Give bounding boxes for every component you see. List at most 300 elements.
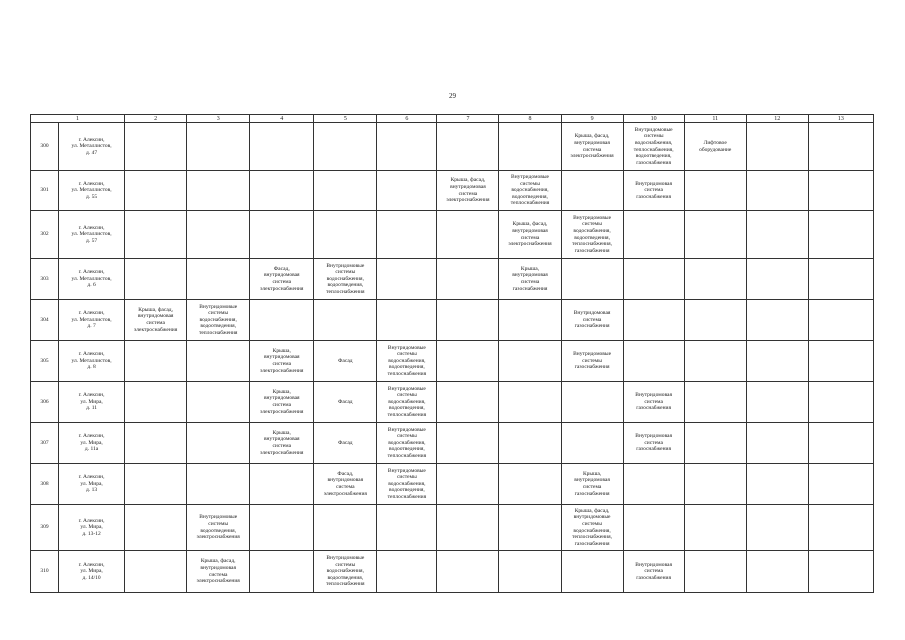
address-line: д. 11а [84, 446, 99, 453]
work-cell [746, 259, 808, 300]
work-cell [684, 341, 746, 382]
work-line: системы [396, 351, 417, 358]
work-cell [623, 382, 684, 423]
work-line: оборудование [699, 146, 732, 153]
work-cell [623, 171, 684, 211]
work-line: теплоснабжения [387, 493, 427, 500]
work-cell [561, 171, 623, 211]
work-cell [125, 259, 187, 300]
work-cell [437, 171, 499, 211]
work-cell [314, 171, 377, 211]
address-line: ул. Металлистов, [71, 316, 112, 323]
work-line: теплоснабжения [326, 288, 365, 295]
work-line: электроснабжения [260, 285, 304, 292]
work-line: водоснабжения, [199, 316, 237, 323]
table-row [31, 505, 874, 551]
work-cell [187, 259, 250, 300]
work-line: Крыша, фасад, [574, 507, 610, 514]
work-line: система [644, 439, 663, 446]
work-line: Крыша, [272, 388, 291, 395]
work-line: система [272, 443, 292, 449]
work-cell [499, 300, 561, 341]
work-line: система [272, 279, 292, 285]
work-line: водоснабжения, [326, 275, 364, 282]
row-number: 306 [31, 382, 59, 423]
work-line: электроснабжения [446, 197, 490, 204]
work-line: электроснабжения [570, 153, 614, 160]
work-cell [808, 505, 873, 551]
address-line: г. Алексин, [78, 351, 105, 358]
work-cell [746, 423, 808, 464]
row-number: 303 [31, 259, 59, 300]
column-header: 9 [561, 115, 623, 123]
work-cell [746, 123, 808, 171]
work-line: системы [582, 520, 602, 527]
work-line: водоотведения, [389, 487, 425, 494]
work-cell [808, 382, 873, 423]
work-cell [377, 123, 437, 171]
work-line: электроснабжения [196, 578, 240, 585]
work-cell [684, 211, 746, 259]
work-line: внутридомовая [263, 354, 300, 361]
work-line: Внутридомовые [387, 426, 426, 433]
address-cell [59, 551, 125, 593]
work-cell [437, 464, 499, 505]
table-row [31, 300, 874, 341]
work-cell [499, 464, 561, 505]
address-line: д. 57 [86, 237, 98, 244]
address-cell [59, 464, 125, 505]
address-cell [59, 300, 125, 341]
address-cell [59, 341, 125, 382]
work-cell [377, 505, 437, 551]
work-cell [499, 211, 561, 259]
work-cell [377, 551, 437, 593]
work-cell [125, 505, 187, 551]
work-line: электроснабжения [134, 326, 178, 333]
work-cell [125, 300, 187, 341]
work-line: Внутридомовые [387, 467, 426, 474]
work-cell [314, 423, 377, 464]
column-header: 3 [187, 115, 250, 123]
work-cell [623, 123, 684, 171]
work-cell [437, 211, 499, 259]
work-line: Фасад [338, 398, 353, 405]
work-line: Внутридомовые [387, 344, 426, 351]
work-line: внутридомовая [263, 436, 300, 443]
work-cell [623, 464, 684, 505]
work-cell [250, 171, 314, 211]
work-line: системы [643, 133, 664, 140]
table-row [31, 382, 874, 423]
work-line: Крыша, [272, 347, 291, 354]
address-line: г. Алексин, [78, 561, 105, 568]
work-cell [808, 300, 873, 341]
work-cell [808, 259, 873, 300]
work-line: системы [396, 392, 417, 399]
work-cell [746, 464, 808, 505]
address-line: д. 13-12 [82, 530, 101, 537]
work-cell [561, 382, 623, 423]
work-cell [250, 300, 314, 341]
work-line: теплоснабжения [387, 411, 427, 418]
work-cell [314, 123, 377, 171]
work-cell [437, 300, 499, 341]
work-cell [314, 259, 377, 300]
work-line: Внутридомовая [635, 180, 672, 187]
address-line: д. 47 [86, 149, 98, 156]
work-line: электроснабжения [196, 534, 240, 541]
work-cell [125, 423, 187, 464]
work-line: Внутридомовая [635, 392, 672, 399]
work-cell [377, 423, 437, 464]
work-line: системы [582, 357, 602, 364]
work-line: водоснабжения, [326, 568, 364, 575]
work-cell [746, 551, 808, 593]
work-cell [808, 123, 873, 171]
address-line: г. Алексин, [78, 180, 105, 187]
work-cell [808, 341, 873, 382]
work-cell [250, 259, 314, 300]
work-line: Внутридомовые [326, 555, 365, 562]
work-cell [684, 259, 746, 300]
column-header: 7 [437, 115, 499, 123]
work-cell [250, 505, 314, 551]
row-number: 309 [31, 505, 59, 551]
address-cell [59, 505, 125, 551]
work-cell [437, 423, 499, 464]
work-cell [746, 211, 808, 259]
work-line: водоотведения, [200, 323, 237, 330]
address-cell [59, 382, 125, 423]
row-number: 301 [31, 171, 59, 211]
work-cell [623, 259, 684, 300]
work-cell [561, 423, 623, 464]
work-cell [623, 300, 684, 341]
work-cell [499, 341, 561, 382]
work-cell [187, 423, 250, 464]
work-cell [684, 123, 746, 171]
work-line: внутридомовая [450, 183, 486, 190]
work-cell [808, 211, 873, 259]
column-header: 4 [250, 115, 314, 123]
address-cell [59, 211, 125, 259]
work-cell [561, 464, 623, 505]
work-cell [314, 505, 377, 551]
work-line: электроснабжения [260, 408, 304, 415]
work-cell [314, 300, 377, 341]
address-line: д. 55 [86, 193, 98, 200]
work-line: водоснабжения, [388, 357, 426, 364]
work-line: теплоснабжения [387, 370, 427, 377]
row-number: 304 [31, 300, 59, 341]
work-cell [314, 382, 377, 423]
work-cell [250, 211, 314, 259]
address-line: г. Алексин, [78, 474, 105, 481]
work-cell [746, 171, 808, 211]
work-line: электроснабжения [260, 449, 304, 456]
work-cell [623, 341, 684, 382]
work-line: система [582, 316, 602, 323]
table-row [31, 171, 874, 211]
work-cell [187, 382, 250, 423]
address-line: ул. Мира, [80, 439, 103, 446]
work-line: водоснабжения, [388, 480, 426, 487]
page-number: 29 [449, 92, 456, 100]
column-header: 11 [684, 115, 746, 123]
work-line: Внутридомовая [573, 310, 611, 317]
work-cell [377, 464, 437, 505]
work-cell [250, 123, 314, 171]
address-cell [59, 123, 125, 171]
work-line: система [208, 571, 228, 578]
work-line: теплоснабжения, [633, 146, 674, 153]
work-cell [499, 505, 561, 551]
work-line: Внутридомовые [199, 514, 238, 521]
address-cell [59, 171, 125, 211]
work-line: Внутридомовая [635, 433, 672, 440]
work-cell [314, 211, 377, 259]
work-cell [808, 551, 873, 593]
work-cell [377, 171, 437, 211]
work-cell [250, 551, 314, 593]
address-line: ул. Металлистов, [71, 357, 112, 364]
work-cell [250, 423, 314, 464]
work-line: внутридомовая [574, 477, 610, 484]
work-cell [125, 464, 187, 505]
work-cell [561, 259, 623, 300]
column-header: 5 [314, 115, 377, 123]
work-cell [561, 211, 623, 259]
work-line: системы [208, 520, 229, 527]
column-header: 13 [808, 115, 873, 123]
address-line: ул. Мира, [80, 398, 103, 405]
column-header: 12 [746, 115, 808, 123]
work-line: Внутридомовые [387, 385, 426, 392]
address-line: д. 14/10 [82, 574, 101, 581]
table-row [31, 123, 874, 171]
work-line: системы [335, 561, 356, 568]
work-cell [623, 505, 684, 551]
work-line: водоотведения, [389, 446, 425, 453]
work-line: электроснабжения [323, 490, 367, 497]
table-row [31, 551, 874, 593]
work-cell [377, 300, 437, 341]
work-line: внутридомовые [573, 514, 611, 521]
work-line: газоснабжения [574, 540, 610, 547]
row-number: 310 [31, 551, 59, 593]
work-line: система [520, 234, 540, 241]
work-line: Крыша, [520, 265, 540, 272]
work-cell [499, 171, 561, 211]
work-cell [561, 341, 623, 382]
address-line: д. 8 [87, 364, 96, 371]
work-line: Внутридомовые [573, 351, 612, 358]
work-line: теплоснабжения [510, 200, 550, 207]
address-cell [59, 423, 125, 464]
work-line: электроснабжения [508, 241, 552, 248]
address-line: г. Алексин, [78, 433, 105, 440]
work-line: газоснабжения [512, 285, 548, 292]
work-cell [250, 464, 314, 505]
column-header: 2 [125, 115, 187, 123]
work-line: система [520, 279, 540, 285]
work-line: Внутридомовые [326, 262, 365, 269]
work-line: водоснабжения, [511, 187, 549, 194]
work-cell [684, 505, 746, 551]
work-line: газоснабжения [636, 193, 672, 200]
work-cell [561, 300, 623, 341]
work-cell [499, 259, 561, 300]
column-header: 10 [623, 115, 684, 123]
work-line: системы [520, 180, 540, 187]
work-cell [808, 464, 873, 505]
work-line: системы [208, 310, 229, 317]
work-line: системы [396, 433, 417, 440]
work-line: теплоснабжения [326, 581, 365, 588]
work-cell [314, 464, 377, 505]
column-header: 1 [31, 115, 125, 123]
address-line: д. 11 [86, 405, 97, 412]
work-line: Внутридомовые [511, 174, 549, 181]
work-line: газоснабжения [574, 323, 610, 330]
row-number: 308 [31, 464, 59, 505]
work-cell [250, 341, 314, 382]
work-line: системы [396, 474, 417, 481]
work-line: водоотведения, [389, 405, 425, 412]
work-line: Внутридомовые [199, 303, 238, 310]
address-line: ул. Мира, [80, 524, 103, 531]
work-line: внутридомовая [512, 227, 548, 234]
address-line: ул. Металлистов, [71, 187, 112, 194]
address-line: ул. Металлистов, [71, 275, 112, 282]
work-line: Внутридомовые [634, 126, 673, 133]
table-row [31, 464, 874, 505]
work-line: Фасад, [337, 470, 354, 477]
work-line: Лифтовое [703, 139, 727, 146]
work-cell [746, 505, 808, 551]
work-cell [125, 123, 187, 171]
work-line: водоотведения, [389, 364, 425, 371]
work-line: Крыша, фасад, [574, 133, 610, 140]
work-line: Крыша, фасад, [450, 177, 486, 184]
address-line: г. Алексин, [78, 517, 105, 524]
work-line: система [272, 361, 292, 367]
work-line: водоотведения, [512, 193, 548, 200]
work-cell [125, 171, 187, 211]
work-cell [561, 551, 623, 593]
work-cell [684, 464, 746, 505]
work-cell [377, 341, 437, 382]
work-line: внутридомовая [574, 139, 610, 146]
work-cell [499, 123, 561, 171]
work-cell [125, 341, 187, 382]
address-line: ул. Мира, [80, 480, 103, 487]
work-line: газоснабжения [636, 446, 672, 453]
work-cell [746, 341, 808, 382]
row-number: 307 [31, 423, 59, 464]
row-number: 300 [31, 123, 59, 171]
work-line: водоотведения, [327, 282, 364, 289]
work-cell [125, 382, 187, 423]
work-line: водоотведения, [327, 574, 364, 581]
work-line: системы [582, 221, 602, 228]
work-line: Крыша, [582, 470, 602, 477]
work-cell [437, 123, 499, 171]
work-line: Фасад [338, 357, 353, 364]
address-line: ул. Мира, [80, 568, 103, 575]
work-cell [499, 551, 561, 593]
address-cell [59, 259, 125, 300]
work-cell [187, 171, 250, 211]
address-line: г. Алексин, [78, 136, 105, 143]
work-cell [808, 423, 873, 464]
work-cell [187, 505, 250, 551]
work-line: водоотведения, [635, 153, 672, 160]
work-line: Фасад [338, 439, 353, 446]
work-line: система [582, 484, 602, 490]
work-cell [623, 423, 684, 464]
work-cell [187, 464, 250, 505]
work-line: внутридомовая [137, 313, 174, 320]
work-line: электроснабжения [260, 367, 304, 374]
row-number: 305 [31, 341, 59, 382]
work-cell [125, 551, 187, 593]
work-cell [561, 123, 623, 171]
work-cell [684, 382, 746, 423]
work-cell [437, 259, 499, 300]
work-cell [623, 211, 684, 259]
address-line: ул. Металлистов, [71, 143, 112, 150]
work-line: теплоснабжения, [572, 534, 613, 541]
work-line: система [146, 320, 165, 326]
work-line: системы [335, 269, 356, 276]
work-line: Внутридомовые [573, 214, 612, 221]
work-cell [437, 341, 499, 382]
work-line: газоснабжения [574, 247, 610, 254]
work-line: теплоснабжения [198, 329, 238, 336]
work-line: теплоснабжения [387, 452, 427, 459]
work-cell [187, 300, 250, 341]
work-line: внутридомовая [200, 564, 237, 571]
work-line: внутридомовая [512, 272, 548, 279]
work-cell [684, 171, 746, 211]
work-cell [437, 382, 499, 423]
work-cell [314, 551, 377, 593]
work-line: Крыша, фасад, [138, 306, 173, 313]
work-line: система [458, 190, 478, 197]
work-line: Фасад, [273, 265, 290, 272]
work-line: газоснабжения [636, 405, 672, 412]
work-cell [437, 505, 499, 551]
work-cell [187, 211, 250, 259]
table-row [31, 423, 874, 464]
work-line: водоотведения, [200, 527, 237, 534]
work-line: водоснабжения, [573, 227, 611, 234]
work-line: система [644, 568, 663, 575]
address-line: г. Алексин, [78, 310, 105, 317]
work-line: внутридомовая [263, 395, 300, 402]
table-row [31, 211, 874, 259]
address-line: г. Алексин, [78, 392, 105, 399]
address-line: г. Алексин, [78, 269, 105, 276]
work-cell [684, 300, 746, 341]
work-cell [499, 382, 561, 423]
address-line: д. 6 [87, 282, 96, 289]
work-cell [684, 551, 746, 593]
work-cell [187, 551, 250, 593]
work-line: газоснабжения [574, 490, 610, 497]
